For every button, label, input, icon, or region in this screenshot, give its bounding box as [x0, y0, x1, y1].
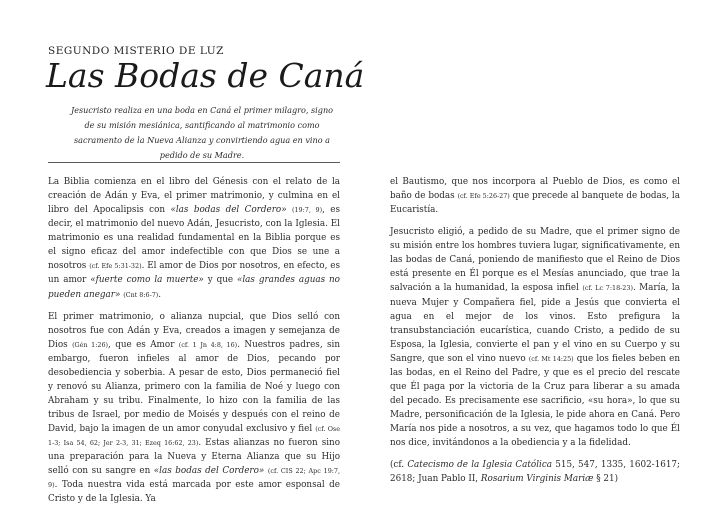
page-title: Las Bodas de Caná [46, 56, 365, 95]
text: § 21) [593, 474, 619, 485]
quote: «fuerte como la muerte» [90, 275, 204, 286]
left-paragraph-2 [48, 310, 340, 507]
right-column [390, 175, 680, 494]
reference: (cf. Ose 1-3; Isa 54, 62; Jer 2-3, 31; Ezeq 16:62, 23) [48, 425, 340, 448]
text: , que es Amor [108, 339, 179, 350]
text: , es decir, el matrimonio del nuevo Adán, Jesucristo, con la Iglesia. El matrimonio es una realidad fundamental en la Biblia porque es el signo eficaz del amor indefectible con que Dios se une a nosotros [48, 205, 340, 272]
text: y que [203, 275, 237, 286]
text: . Toda nuestra vida está marcada por este amor esponsal de Cristo y de la Iglesia. Ya [48, 480, 340, 505]
quote: «las grandes aguas no pueden anegar» [48, 275, 340, 300]
text: El primer matrimonio, o alianza nupcial, que Dios selló con nosotros fue con Adán y Eva, creados a imagen y semejanza de Dios [48, 311, 340, 350]
reference: (cf. Efe 5:26-27) [457, 192, 510, 201]
reference: (cf. Lc 7:18-23) [582, 284, 633, 293]
text: . Estas alianzas no fueron sino una preparación para la Nueva y Eterna Alianza que su Hijo selló con su sangre en [48, 438, 340, 477]
text: el Bautismo, que nos incorpora al Pueblo de Dios, es como el baño de bodas [390, 177, 680, 202]
reference: (cf. Efe 5:31-32) [89, 262, 142, 271]
text: La Biblia comienza en el libro del Génesis con el relato de la creación de Adán y Eva, el primer matrimonio, y culmina en el libro del Apocalipsis con [48, 177, 340, 216]
right-paragraph-2 [390, 225, 680, 450]
reference: (cf. Mt 14:25) [528, 354, 574, 363]
text: 515, 547, 1335, 1602-1617; 2618; Juan Pablo II, [390, 460, 680, 485]
intro-summary: Jesucristo realiza en una boda en Caná el primer milagro, signo de su misión mesiánica, santificando al matrimonio como sacramento de la Nueva Alianza y convirtiendo agua en vino a pedido de su Madre. [70, 105, 334, 161]
reference: (cf. CIS 22; Apc 19:7, 9) [48, 467, 341, 490]
text: . Nuestros padres, sin embargo, fueron infieles al amor de Dios, pecando por desobediencia y soberbia. A pesar de esto, Dios permaneció fiel y renovó su Alianza, primero con la familia de Noé y luego con Abraham y su tribu. Finalmente, lo hizo con la familia de las tribus de Israel, por medio de Moisés y después con el reino de David, bajo la imagen de un amor conyudal exclusivo y fiel [48, 339, 340, 435]
left-column [48, 175, 340, 514]
text: . El amor de Dios por nosotros, en efecto, es un amor [48, 261, 340, 286]
right-paragraph-1 [390, 175, 680, 217]
text: que precede al banquete de bodas, la Eucaristía. [390, 191, 680, 216]
quote: «las bodas del Cordero» [170, 205, 287, 216]
reference: (Gén 1:26) [72, 340, 109, 349]
text: (cf. [390, 460, 408, 471]
work-title: Rosarium Virginis Mariæ [480, 474, 594, 485]
right-paragraph-citation [390, 458, 680, 486]
mystery-kicker: SEGUNDO MISTERIO DE LUZ [48, 45, 224, 57]
text: . María, la nueva Mujer y Compañera fiel, pide a Jesús que convierta el agua en el mejor de los vinos. Esto prefigura la transubstanciación eucarística, cuando Cristo, a pedido de su Esposa, la Iglesia, convierte el pan y el vino en su Cuerpo y su Sangre, que son el vino nuevo [390, 283, 680, 364]
reference: (19:7, 9) [291, 206, 323, 215]
reference: (Cnt 8:6-7) [123, 290, 159, 299]
left-paragraph-1 [48, 175, 340, 302]
text: . [158, 289, 162, 300]
text: Jesucristo eligió, a pedido de su Madre, que el primer signo de su misión entre los hombres tuviera lugar, significativamente, en las bodas de Caná, poniendo de manifiesto que el Reino de Dios está presente en Él porque es el Mesías anunciado, que trae la salvación a la humanidad, la esposa infiel [390, 227, 680, 294]
divider-rule [48, 162, 340, 163]
text: que los fieles beben en las bodas, en el Reino del Padre, y que es el precio del rescate que Él paga por la victoria de la Cruz para liberar a su amada del pecado. Es precisamente ese sacrificio, «su hora», lo que su Madre, personificación de la Iglesia, le pide ahora en Caná. Pero María nos pide a nosotros, a su vez, que hagamos todo lo que Él nos dice, invitándonos a la obediencia y a la fidelidad. [390, 353, 680, 449]
quote: «las bodas del Cordero» [153, 466, 265, 477]
work-title: Catecismo de la Iglesia Católica [407, 460, 553, 471]
reference: (cf. 1 Jn 4:8, 16) [178, 340, 238, 349]
